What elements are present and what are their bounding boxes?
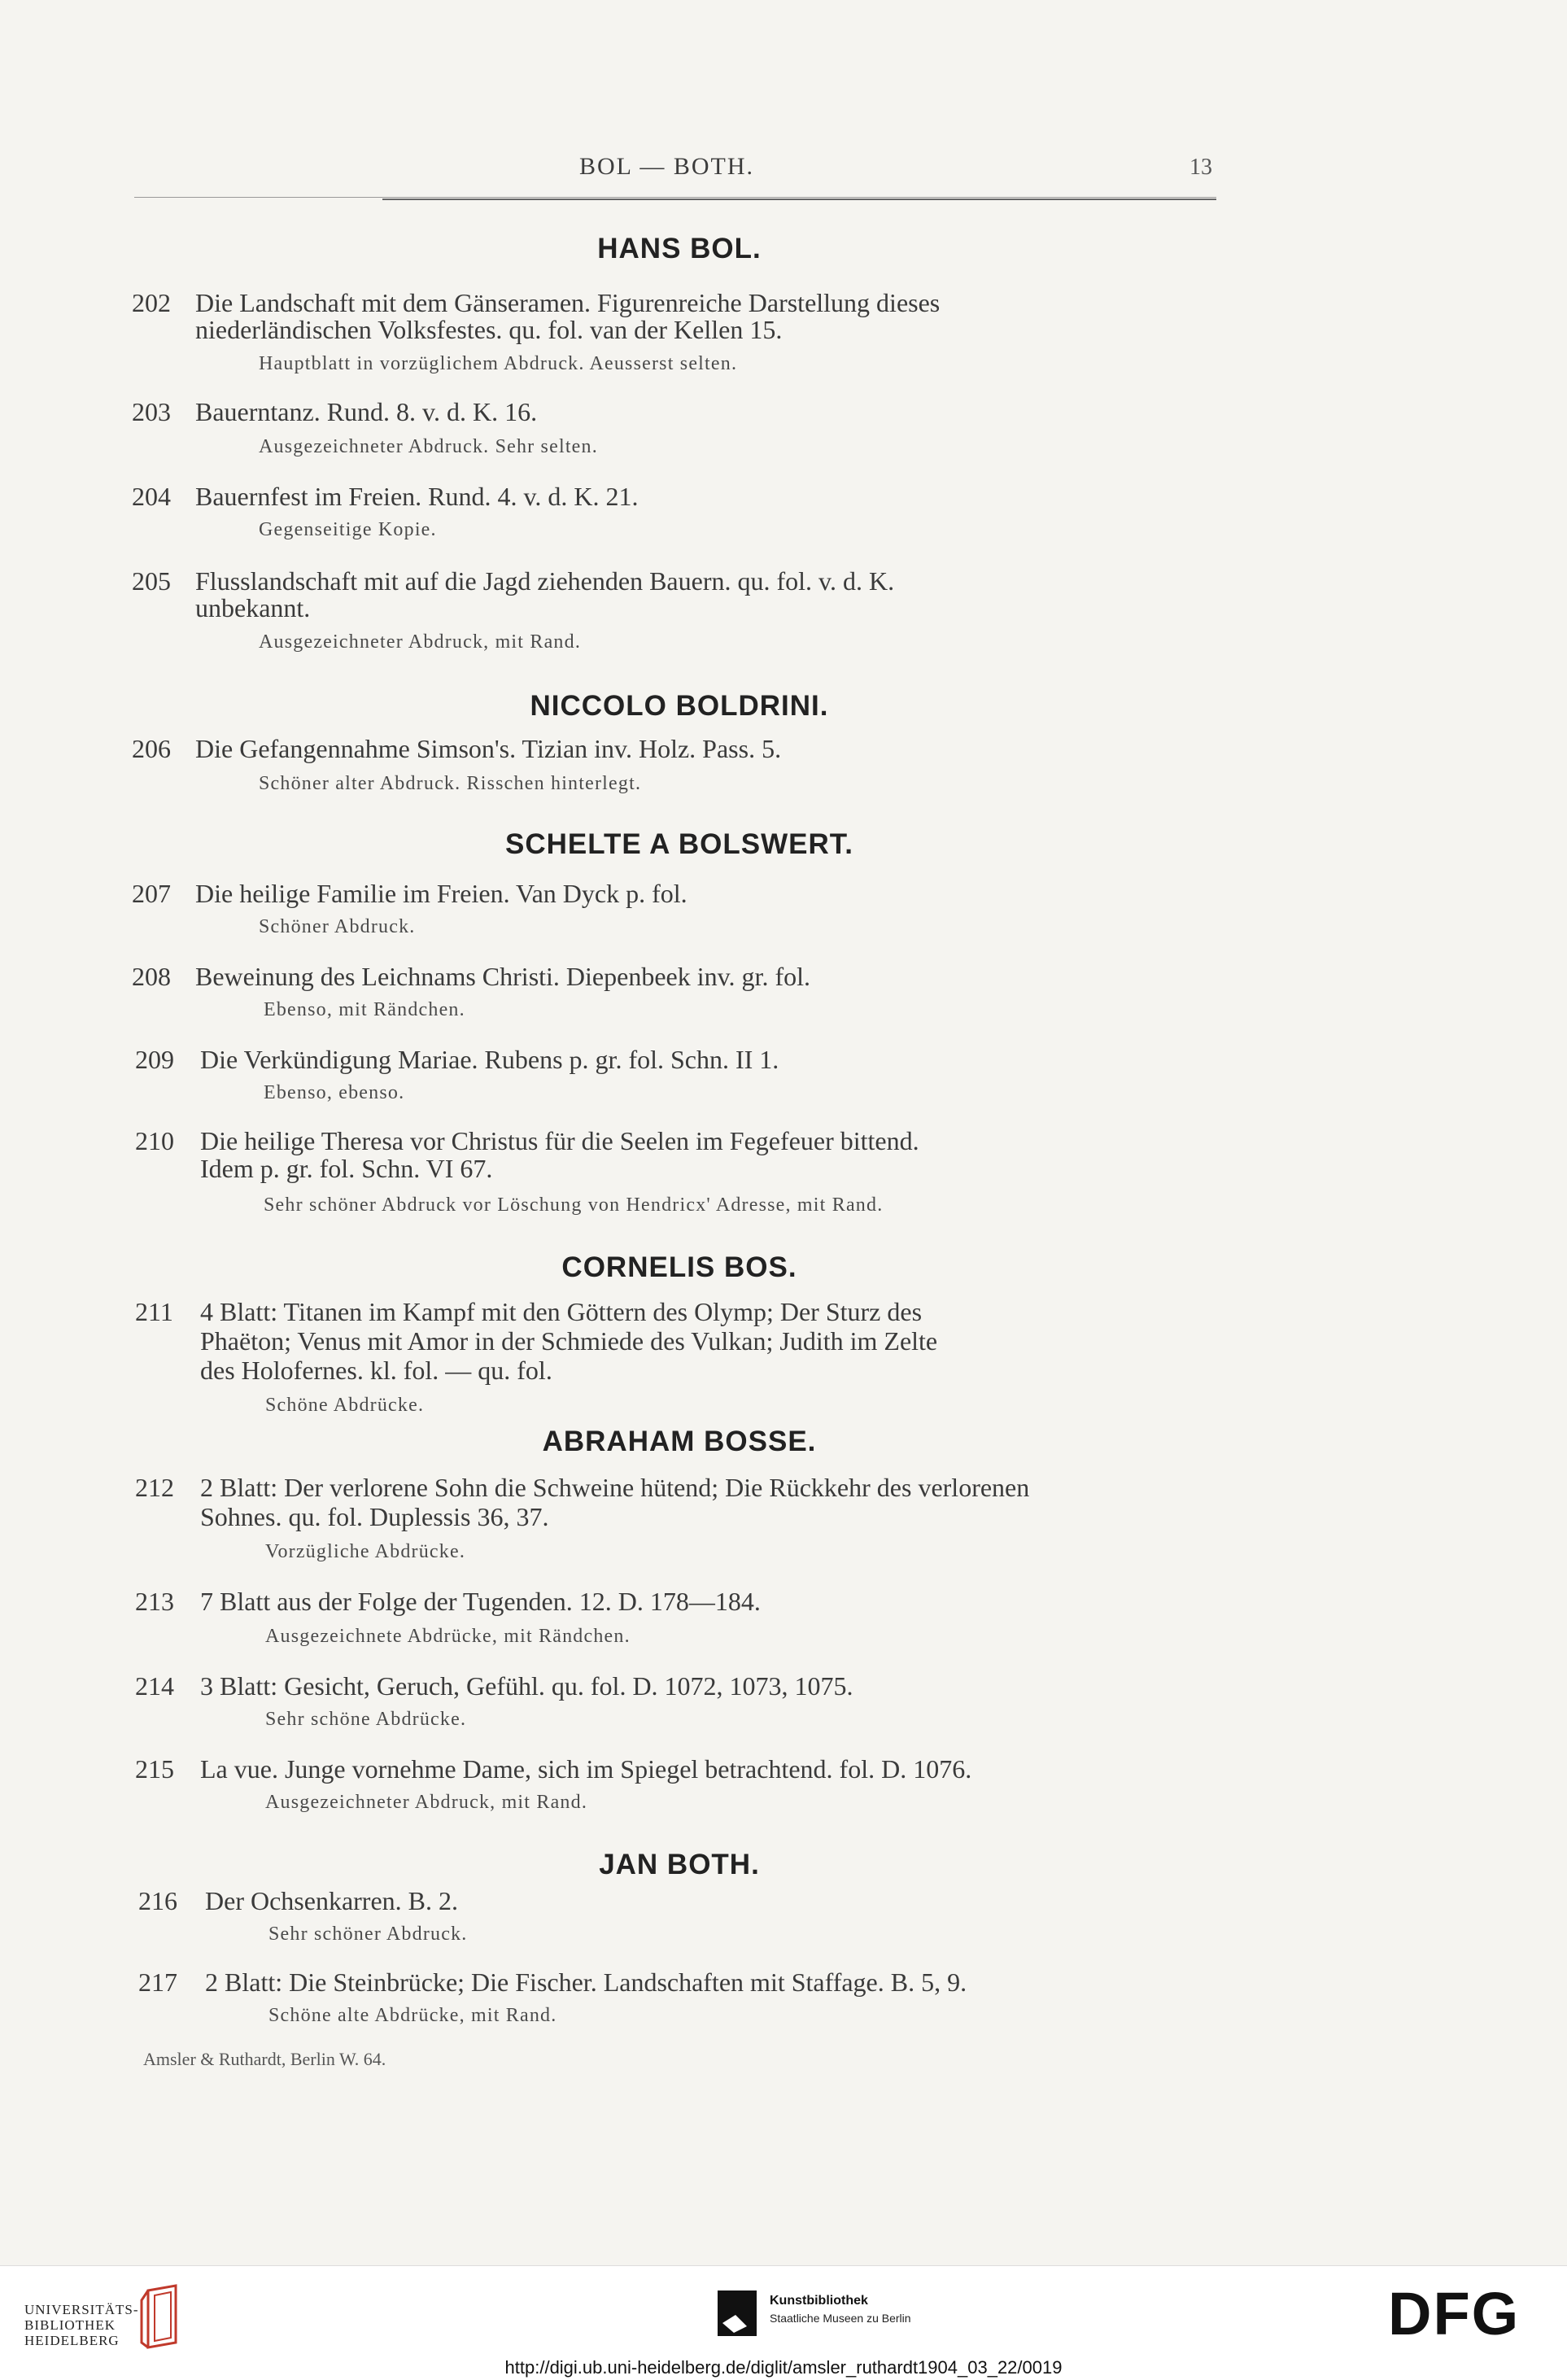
entry-number: 211 (135, 1297, 173, 1326)
entry-number: 207 (132, 879, 171, 908)
running-header: BOL — BOTH. (579, 153, 755, 180)
entry-text-line: des Holofernes. kl. fol. — qu. fol. (200, 1356, 552, 1385)
entry-text-line: Der Ochsenkarren. B. 2. (205, 1886, 458, 1915)
kunstbibliothek-title: Kunstbibliothek (770, 2294, 868, 2308)
entry-text-line: Bauerntanz. Rund. 8. v. d. K. 16. (195, 397, 538, 426)
entry-note: Schöner alter Abdruck. Risschen hinterlegt. (259, 773, 642, 794)
entry-number: 213 (135, 1587, 174, 1616)
entry-number: 212 (135, 1473, 174, 1502)
entry-number: 203 (132, 397, 171, 426)
entry-text-line: Flusslandschaft mit auf die Jagd ziehenden Bauern. qu. fol. v. d. K. (195, 566, 895, 596)
entry-note: Schöne Abdrücke. (265, 1395, 425, 1416)
entry-text-line: Bauernfest im Freien. Rund. 4. v. d. K. 21. (195, 482, 639, 511)
entry-number: 204 (132, 482, 171, 511)
library-name (24, 2302, 139, 2348)
digitization-banner (0, 2265, 1567, 2380)
entry-note: Sehr schöner Abdruck vor Löschung von Hendricx' Adresse, mit Rand. (264, 1194, 884, 1216)
section-heading-jan-both: JAN BOTH. (599, 1849, 760, 1880)
printer-imprint: Amsler & Ruthardt, Berlin W. 64. (143, 2049, 386, 2069)
entry-note: Ausgezeichneter Abdruck, mit Rand. (259, 631, 582, 653)
section-heading-abraham-bosse: ABRAHAM BOSSE. (542, 1426, 817, 1457)
entry-text-line: Die heilige Theresa vor Christus für die Seelen im Fegefeuer bittend. (200, 1126, 919, 1155)
entry-number: 215 (135, 1754, 174, 1784)
entry-note: Sehr schöne Abdrücke. (265, 1709, 467, 1730)
entry-text-line: 3 Blatt: Gesicht, Geruch, Gefühl. qu. fol. D. 1072, 1073, 1075. (200, 1671, 853, 1701)
kunstbibliothek-subtitle: Staatliche Museen zu Berlin (770, 2312, 911, 2325)
entry-number: 210 (135, 1126, 174, 1155)
entry-text-line: La vue. Junge vornehme Dame, sich im Spiegel betrachtend. fol. D. 1076. (200, 1754, 972, 1784)
section-heading-niccolo-boldrini: NICCOLO BOLDRINI. (530, 690, 829, 722)
entry-text-line: Idem p. gr. fol. Schn. VI 67. (200, 1154, 493, 1183)
header-rule (382, 199, 1216, 200)
entry-text-line: 7 Blatt aus der Folge der Tugenden. 12. D. 178—184. (200, 1587, 761, 1616)
entry-number: 209 (135, 1045, 174, 1074)
entry-number: 205 (132, 566, 171, 596)
entry-text-line: 4 Blatt: Titanen im Kampf mit den Göttern des Olymp; Der Sturz des (200, 1297, 923, 1326)
entry-number: 216 (138, 1886, 177, 1915)
kunstbibliothek-logo-icon (718, 2290, 757, 2336)
entry-text-line: unbekannt. (195, 593, 311, 622)
entry-note: Ebenso, ebenso. (264, 1082, 405, 1103)
entry-note: Schöner Abdruck. (259, 916, 416, 937)
entry-number: 214 (135, 1671, 174, 1701)
entry-text-line: Phaëton; Venus mit Amor in der Schmiede des Vulkan; Judith im Zelte (200, 1326, 938, 1356)
entry-text-line: Sohnes. qu. fol. Duplessis 36, 37. (200, 1502, 549, 1531)
library-name-line: UNIVERSITÄTS- (24, 2302, 139, 2317)
entry-text-line: Beweinung des Leichnams Christi. Diepenbeek inv. gr. fol. (195, 962, 810, 991)
entry-note: Ausgezeichnete Abdrücke, mit Rändchen. (265, 1626, 631, 1647)
entry-note: Hauptblatt in vorzüglichem Abdruck. Aeusserst selten. (259, 353, 738, 374)
entry-number: 202 (132, 288, 171, 317)
entry-note: Ausgezeichneter Abdruck, mit Rand. (265, 1792, 588, 1813)
entry-text-line: Die Landschaft mit dem Gänseramen. Figurenreiche Darstellung dieses (195, 288, 941, 317)
entry-note: Gegenseitige Kopie. (259, 519, 437, 540)
library-name-line: BIBLIOTHEK (24, 2317, 116, 2333)
entry-text-line: 2 Blatt: Die Steinbrücke; Die Fischer. Landschaften mit Staffage. B. 5, 9. (205, 1967, 967, 1997)
entry-text-line: Die Verkündigung Mariae. Rubens p. gr. fol. Schn. II 1. (200, 1045, 779, 1074)
library-name-line: HEIDELBERG (24, 2333, 120, 2348)
entry-note: Sehr schöner Abdruck. (268, 1924, 468, 1945)
dfg-logo: DFG (1388, 2280, 1521, 2347)
entry-text-line: niederländischen Volksfestes. qu. fol. van der Kellen 15. (195, 315, 783, 344)
entry-text-line: 2 Blatt: Der verlorene Sohn die Schweine hütend; Die Rückkehr des verlorenen (200, 1473, 1030, 1502)
section-heading-schelte-a-bolswert: SCHELTE A BOLSWERT. (505, 828, 853, 860)
page-number: 13 (1189, 155, 1212, 180)
header-rule-thin (134, 197, 1216, 198)
university-library-logo-icon (138, 2284, 187, 2349)
entry-number: 208 (132, 962, 171, 991)
entry-note: Ebenso, mit Rändchen. (264, 999, 465, 1020)
entry-text-line: Die Gefangennahme Simson's. Tizian inv. Holz. Pass. 5. (195, 734, 782, 763)
entry-number: 217 (138, 1967, 177, 1997)
source-url[interactable]: http://digi.ub.uni-heidelberg.de/diglit/amsler_ruthardt1904_03_22/0019 (504, 2357, 1063, 2378)
entry-note: Ausgezeichneter Abdruck. Sehr selten. (259, 436, 598, 457)
entry-note: Schöne alte Abdrücke, mit Rand. (268, 2005, 557, 2026)
section-heading-hans-bol: HANS BOL. (597, 233, 762, 264)
entry-number: 206 (132, 734, 171, 763)
entry-text-line: Die heilige Familie im Freien. Van Dyck p. fol. (195, 879, 687, 908)
section-heading-cornelis-bos: CORNELIS BOS. (561, 1251, 797, 1283)
entry-note: Vorzügliche Abdrücke. (265, 1541, 466, 1562)
